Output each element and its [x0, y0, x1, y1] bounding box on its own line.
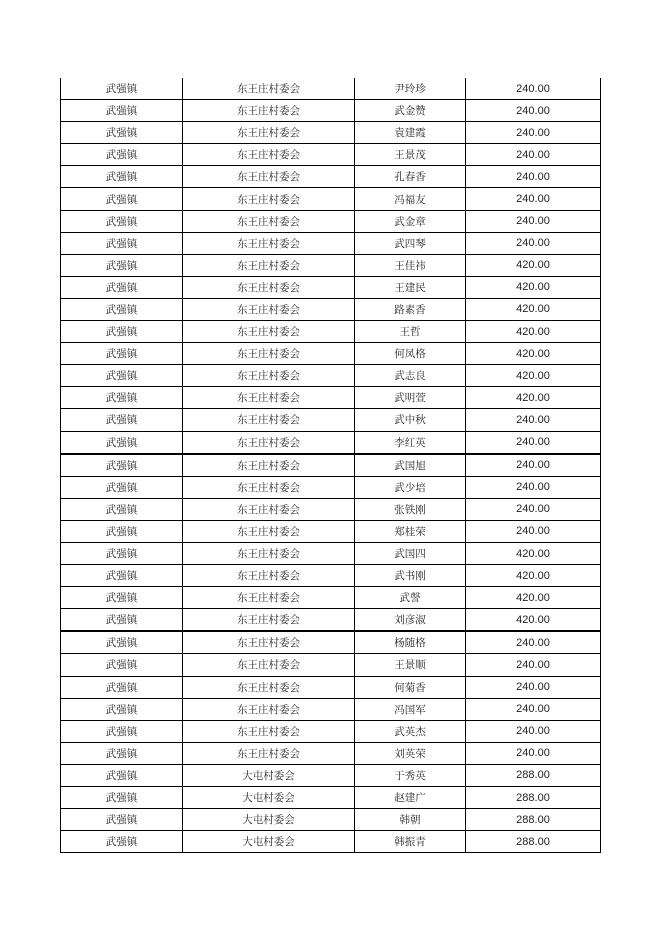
cell-name: 冯国军	[355, 698, 466, 720]
cell-committee: 东王庄村委会	[183, 210, 355, 232]
cell-town: 武强镇	[61, 122, 183, 144]
cell-name: 韩朝	[355, 809, 466, 831]
cell-amount: 240.00	[466, 78, 601, 100]
cell-name: 赵建广	[355, 787, 466, 809]
cell-town: 武强镇	[61, 454, 183, 477]
cell-amount: 420.00	[466, 387, 601, 409]
cell-name: 武国旭	[355, 454, 466, 477]
cell-committee: 东王庄村委会	[183, 387, 355, 409]
cell-town: 武强镇	[61, 609, 183, 632]
cell-town: 武强镇	[61, 276, 183, 298]
table-row	[61, 720, 601, 742]
cell-name: 李红英	[355, 431, 466, 454]
table-row	[61, 254, 601, 276]
cell-name: 武金章	[355, 210, 466, 232]
cell-committee: 东王庄村委会	[183, 542, 355, 564]
table-row	[61, 210, 601, 232]
cell-amount: 288.00	[466, 764, 601, 786]
cell-committee: 东王庄村委会	[183, 587, 355, 609]
cell-town: 武强镇	[61, 587, 183, 609]
cell-committee: 东王庄村委会	[183, 166, 355, 188]
cell-name: 尹玲珍	[355, 78, 466, 100]
cell-name: 武四琴	[355, 232, 466, 254]
cell-name: 王景顺	[355, 654, 466, 676]
cell-town: 武强镇	[61, 210, 183, 232]
cell-amount: 240.00	[466, 698, 601, 720]
cell-name: 冯福友	[355, 188, 466, 210]
table-row	[61, 276, 601, 298]
table-row	[61, 654, 601, 676]
cell-name: 王景茂	[355, 144, 466, 166]
table-row	[61, 100, 601, 122]
cell-committee: 东王庄村委会	[183, 232, 355, 254]
table-row	[61, 742, 601, 764]
cell-committee: 东王庄村委会	[183, 409, 355, 431]
cell-committee: 大屯村委会	[183, 787, 355, 809]
table-row	[61, 498, 601, 520]
table-row	[61, 565, 601, 587]
cell-town: 武强镇	[61, 654, 183, 676]
cell-town: 武强镇	[61, 232, 183, 254]
cell-amount: 420.00	[466, 587, 601, 609]
cell-name: 武少培	[355, 476, 466, 498]
cell-amount: 240.00	[466, 742, 601, 764]
table-row	[61, 542, 601, 564]
cell-amount: 240.00	[466, 144, 601, 166]
cell-committee: 东王庄村委会	[183, 631, 355, 654]
cell-name: 武志良	[355, 365, 466, 387]
cell-town: 武强镇	[61, 166, 183, 188]
cell-committee: 东王庄村委会	[183, 144, 355, 166]
cell-town: 武强镇	[61, 520, 183, 542]
cell-name: 武金赞	[355, 100, 466, 122]
table-row	[61, 809, 601, 831]
cell-committee: 东王庄村委会	[183, 365, 355, 387]
cell-town: 武强镇	[61, 476, 183, 498]
cell-amount: 240.00	[466, 454, 601, 477]
cell-name: 武明萱	[355, 387, 466, 409]
cell-name: 武謦	[355, 587, 466, 609]
cell-name: 于秀英	[355, 764, 466, 786]
cell-amount: 240.00	[466, 476, 601, 498]
cell-town: 武强镇	[61, 742, 183, 764]
table-row	[61, 365, 601, 387]
cell-town: 武强镇	[61, 787, 183, 809]
cell-committee: 大屯村委会	[183, 764, 355, 786]
cell-committee: 大屯村委会	[183, 831, 355, 853]
cell-amount: 240.00	[466, 409, 601, 431]
cell-town: 武强镇	[61, 254, 183, 276]
cell-town: 武强镇	[61, 565, 183, 587]
table-row	[61, 587, 601, 609]
table-row	[61, 122, 601, 144]
cell-committee: 东王庄村委会	[183, 298, 355, 320]
cell-name: 孔春香	[355, 166, 466, 188]
cell-name: 韩振青	[355, 831, 466, 853]
cell-committee: 东王庄村委会	[183, 676, 355, 698]
cell-committee: 东王庄村委会	[183, 276, 355, 298]
cell-name: 武中秋	[355, 409, 466, 431]
table-row	[61, 188, 601, 210]
data-table	[60, 78, 601, 853]
cell-town: 武强镇	[61, 698, 183, 720]
cell-name: 路素香	[355, 298, 466, 320]
cell-town: 武强镇	[61, 343, 183, 365]
cell-committee: 东王庄村委会	[183, 520, 355, 542]
cell-committee: 东王庄村委会	[183, 454, 355, 477]
cell-committee: 东王庄村委会	[183, 498, 355, 520]
cell-committee: 东王庄村委会	[183, 720, 355, 742]
table-row	[61, 609, 601, 632]
cell-amount: 420.00	[466, 343, 601, 365]
cell-town: 武强镇	[61, 831, 183, 853]
cell-amount: 240.00	[466, 166, 601, 188]
cell-committee: 东王庄村委会	[183, 609, 355, 632]
cell-amount: 420.00	[466, 276, 601, 298]
cell-town: 武强镇	[61, 498, 183, 520]
cell-committee: 东王庄村委会	[183, 188, 355, 210]
cell-amount: 420.00	[466, 254, 601, 276]
cell-town: 武强镇	[61, 387, 183, 409]
table-row	[61, 321, 601, 343]
cell-town: 武强镇	[61, 409, 183, 431]
table-row	[61, 764, 601, 786]
cell-town: 武强镇	[61, 720, 183, 742]
cell-town: 武强镇	[61, 631, 183, 654]
cell-committee: 东王庄村委会	[183, 698, 355, 720]
table-row	[61, 232, 601, 254]
cell-committee: 东王庄村委会	[183, 254, 355, 276]
cell-name: 武书刚	[355, 565, 466, 587]
cell-name: 武国四	[355, 542, 466, 564]
table-row	[61, 166, 601, 188]
table-row	[61, 520, 601, 542]
cell-amount: 240.00	[466, 100, 601, 122]
cell-amount: 240.00	[466, 498, 601, 520]
cell-amount: 420.00	[466, 609, 601, 632]
cell-town: 武强镇	[61, 321, 183, 343]
cell-amount: 240.00	[466, 676, 601, 698]
cell-town: 武强镇	[61, 78, 183, 100]
cell-committee: 东王庄村委会	[183, 321, 355, 343]
cell-amount: 240.00	[466, 654, 601, 676]
cell-amount: 240.00	[466, 188, 601, 210]
cell-town: 武强镇	[61, 676, 183, 698]
cell-amount: 288.00	[466, 787, 601, 809]
cell-amount: 240.00	[466, 431, 601, 454]
cell-name: 王哲	[355, 321, 466, 343]
cell-committee: 东王庄村委会	[183, 476, 355, 498]
cell-town: 武强镇	[61, 542, 183, 564]
cell-name: 何菊香	[355, 676, 466, 698]
cell-name: 王佳祎	[355, 254, 466, 276]
table-row	[61, 698, 601, 720]
cell-name: 武英杰	[355, 720, 466, 742]
cell-amount: 420.00	[466, 365, 601, 387]
cell-committee: 东王庄村委会	[183, 100, 355, 122]
table-row	[61, 431, 601, 454]
table-row	[61, 631, 601, 654]
cell-name: 袁建霞	[355, 122, 466, 144]
table-row	[61, 787, 601, 809]
table-row	[61, 78, 601, 100]
table-row	[61, 387, 601, 409]
cell-name: 张铁刚	[355, 498, 466, 520]
cell-name: 何凤格	[355, 343, 466, 365]
cell-committee: 东王庄村委会	[183, 122, 355, 144]
cell-name: 刘英荣	[355, 742, 466, 764]
cell-amount: 240.00	[466, 720, 601, 742]
cell-committee: 东王庄村委会	[183, 654, 355, 676]
table-row	[61, 676, 601, 698]
cell-name: 刘彦淑	[355, 609, 466, 632]
cell-committee: 东王庄村委会	[183, 565, 355, 587]
cell-amount: 420.00	[466, 542, 601, 564]
table-row	[61, 343, 601, 365]
table-row	[61, 144, 601, 166]
cell-name: 郑桂荣	[355, 520, 466, 542]
cell-amount: 288.00	[466, 831, 601, 853]
cell-committee: 东王庄村委会	[183, 78, 355, 100]
cell-amount: 420.00	[466, 565, 601, 587]
table-row	[61, 831, 601, 853]
cell-town: 武强镇	[61, 188, 183, 210]
cell-town: 武强镇	[61, 100, 183, 122]
cell-amount: 240.00	[466, 210, 601, 232]
table-row	[61, 298, 601, 320]
cell-committee: 东王庄村委会	[183, 742, 355, 764]
table-row	[61, 409, 601, 431]
cell-name: 王建民	[355, 276, 466, 298]
cell-amount: 240.00	[466, 631, 601, 654]
cell-amount: 240.00	[466, 122, 601, 144]
cell-town: 武强镇	[61, 764, 183, 786]
cell-amount: 240.00	[466, 232, 601, 254]
cell-amount: 420.00	[466, 321, 601, 343]
table-row	[61, 454, 601, 477]
cell-committee: 东王庄村委会	[183, 431, 355, 454]
cell-amount: 240.00	[466, 520, 601, 542]
cell-town: 武强镇	[61, 298, 183, 320]
cell-committee: 东王庄村委会	[183, 343, 355, 365]
cell-amount: 288.00	[466, 809, 601, 831]
cell-name: 杨随格	[355, 631, 466, 654]
cell-committee: 大屯村委会	[183, 809, 355, 831]
table-row	[61, 476, 601, 498]
cell-amount: 420.00	[466, 298, 601, 320]
table-body	[61, 78, 601, 853]
cell-town: 武强镇	[61, 431, 183, 454]
cell-town: 武强镇	[61, 809, 183, 831]
cell-town: 武强镇	[61, 365, 183, 387]
cell-town: 武强镇	[61, 144, 183, 166]
